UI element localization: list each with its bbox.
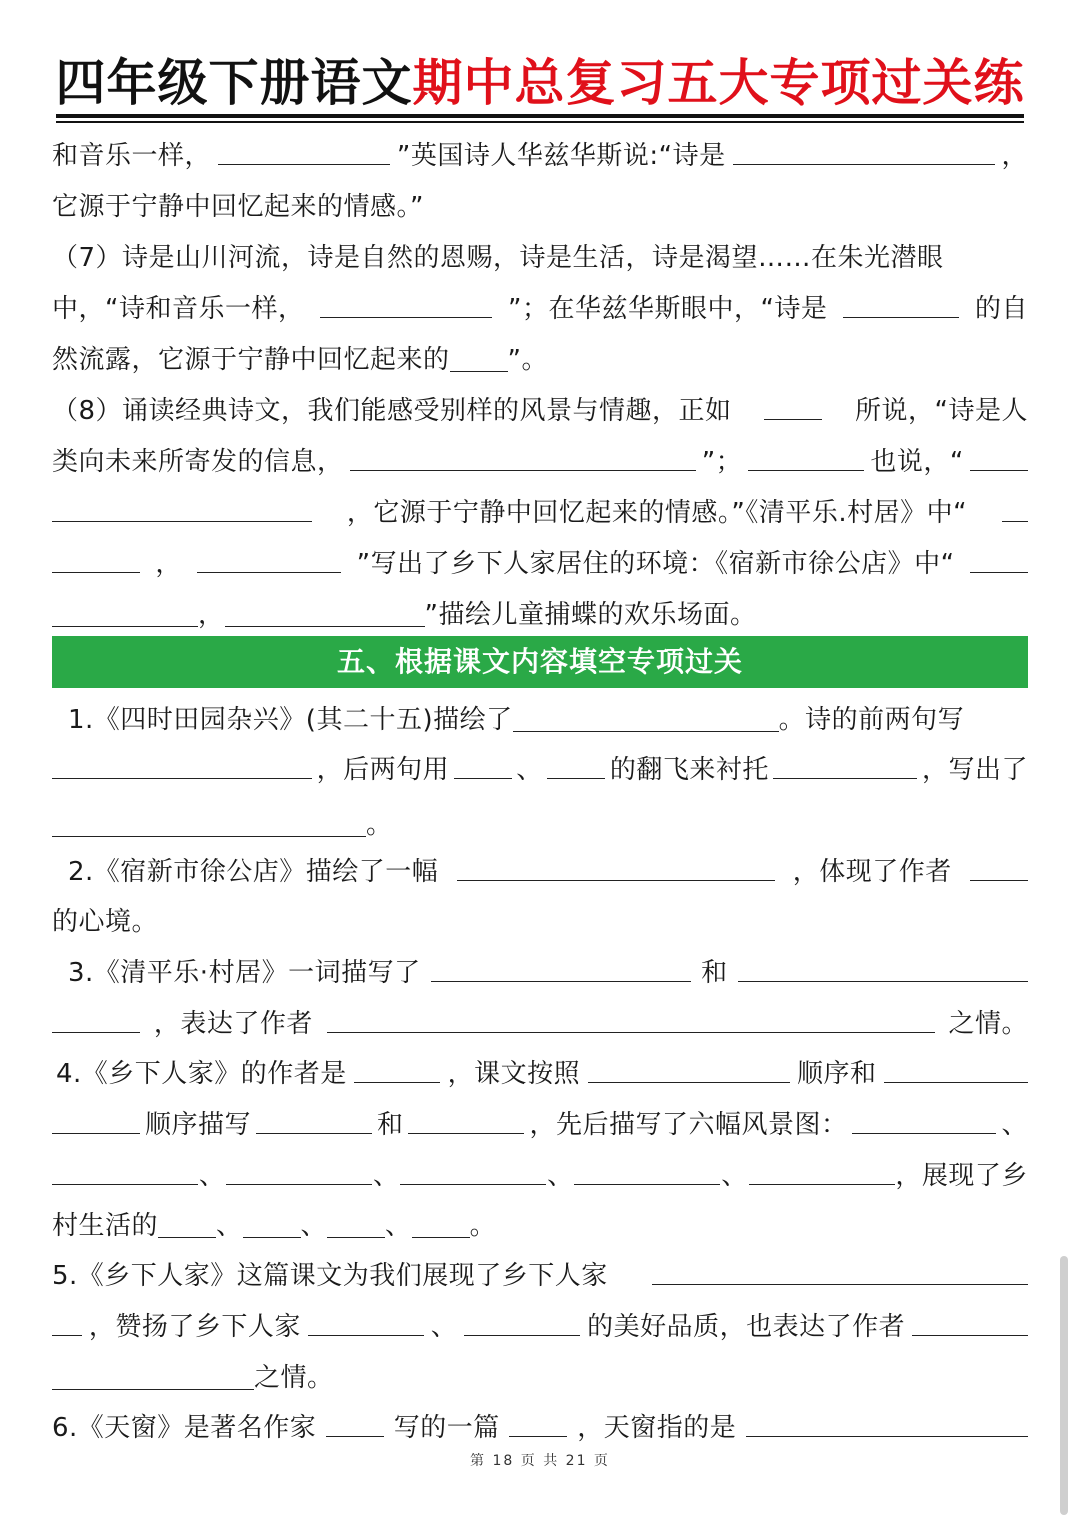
- text-line: 中，“诗和音乐一样， ”；在华兹华斯眼中，“诗是 的自: [52, 289, 1028, 329]
- blank[interactable]: [52, 750, 312, 779]
- blank[interactable]: [320, 289, 492, 318]
- text-line: 然流露，它源于宁静中回忆起来的 ”。: [52, 345, 548, 375]
- text-line: ，表达了作者 之情。: [52, 1004, 1028, 1044]
- blank[interactable]: [226, 1156, 372, 1185]
- blank[interactable]: [327, 1209, 385, 1238]
- title-rule-thick: [56, 114, 1024, 118]
- blank[interactable]: [464, 1307, 580, 1336]
- blank[interactable]: [652, 1256, 1028, 1285]
- question-1: 1.《四时田园杂兴》(其二十五)描绘了 。诗的前两句写: [68, 705, 965, 735]
- question-2: 2.《宿新市徐公店》描绘了一幅 ，体现了作者: [52, 852, 1028, 892]
- blank[interactable]: [884, 1054, 1028, 1083]
- blank[interactable]: [749, 1156, 895, 1185]
- section-banner: 五、根据课文内容填空专项过关: [52, 636, 1028, 688]
- blank[interactable]: [773, 750, 917, 779]
- blank[interactable]: [308, 1307, 424, 1336]
- blank[interactable]: [970, 852, 1028, 881]
- blank[interactable]: [450, 343, 508, 372]
- text-line: ， ”描绘儿童捕蝶的欢乐场面。: [52, 595, 1028, 635]
- blank[interactable]: [970, 544, 1028, 573]
- blank[interactable]: [52, 1361, 254, 1390]
- blank[interactable]: [852, 1105, 996, 1134]
- blank[interactable]: [748, 442, 864, 471]
- blank[interactable]: [52, 1105, 140, 1134]
- blank[interactable]: [326, 1408, 384, 1437]
- blank[interactable]: [412, 1209, 470, 1238]
- blank[interactable]: [513, 703, 779, 732]
- blank[interactable]: [547, 750, 605, 779]
- blank[interactable]: [158, 1209, 216, 1238]
- text-line: ， ”写出了乡下人家居住的环境：《宿新市徐公店》中“: [52, 544, 1028, 584]
- title-rule-thin: [56, 121, 1024, 123]
- title-part1: 四年级下册语文: [55, 54, 413, 112]
- text-line: 它源于宁静中回忆起来的情感。”: [52, 192, 424, 222]
- blank[interactable]: [52, 808, 366, 837]
- text-line: 、 、 、 、 ，展现了乡: [52, 1156, 1028, 1196]
- blank[interactable]: [764, 391, 822, 420]
- text-line: 之情。: [52, 1358, 1028, 1398]
- text-line: （8）诵读经典诗文，我们能感受别样的风景与情趣，正如 所说，“诗是人: [52, 391, 1028, 431]
- blank[interactable]: [970, 442, 1028, 471]
- text-line: 村生活的 、 、 、 。: [52, 1211, 497, 1241]
- scrollbar[interactable]: [1060, 1256, 1068, 1515]
- page-title: [0, 48, 1080, 118]
- question-5: 5.《乡下人家》这篇课文为我们展现了乡下人家: [52, 1256, 1028, 1296]
- blank[interactable]: [457, 852, 775, 881]
- question-6: 6.《天窗》是著名作家 写的一篇 ，天窗指的是: [52, 1408, 1028, 1448]
- blank[interactable]: [912, 1307, 1028, 1336]
- text-line: 顺序描写 和 ，先后描写了六幅风景图： 、: [52, 1105, 1028, 1145]
- blank[interactable]: [746, 1408, 1028, 1437]
- text-line: （7）诗是山川河流，诗是自然的恩赐，诗是生活，诗是渴望……在朱光潜眼: [52, 243, 944, 273]
- blank[interactable]: [1002, 493, 1028, 522]
- text-line: 。: [52, 805, 1028, 845]
- text-line: ，赞扬了乡下人家 、 的美好品质，也表达了作者: [52, 1307, 1028, 1347]
- blank[interactable]: [197, 544, 341, 573]
- text-line: 和音乐一样， ”英国诗人华兹华斯说:“诗是 ，: [52, 136, 1028, 176]
- blank[interactable]: [408, 1105, 524, 1134]
- blank[interactable]: [574, 1156, 720, 1185]
- blank[interactable]: [225, 598, 425, 627]
- page-footer: 第 18 页 共 21 页: [470, 1453, 610, 1469]
- blank[interactable]: [52, 493, 312, 522]
- blank[interactable]: [588, 1054, 790, 1083]
- blank[interactable]: [52, 598, 198, 627]
- blank[interactable]: [454, 750, 512, 779]
- question-3: 3.《清平乐·村居》一词描写了 和: [52, 953, 1028, 993]
- question-4: 4.《乡下人家》的作者是 ，课文按照 顺序和: [52, 1054, 1028, 1094]
- blank[interactable]: [256, 1105, 372, 1134]
- text-line: ，后两句用 、 的翻飞来衬托 ，写出了: [52, 750, 1028, 790]
- blank[interactable]: [52, 544, 140, 573]
- blank[interactable]: [509, 1408, 567, 1437]
- text-line: ，它源于宁静中回忆起来的情感。”《清平乐.村居》中“: [52, 493, 1028, 533]
- blank[interactable]: [400, 1156, 546, 1185]
- text-line: 类向未来所寄发的信息， ”； 也说，“: [52, 442, 1028, 482]
- blank[interactable]: [733, 136, 995, 165]
- blank[interactable]: [52, 1307, 82, 1336]
- blank[interactable]: [327, 1004, 935, 1033]
- blank[interactable]: [843, 289, 959, 318]
- blank[interactable]: [431, 953, 691, 982]
- blank[interactable]: [52, 1004, 140, 1033]
- text-line: 的心境。: [52, 907, 159, 937]
- title-part2: 期中总复习五大专项过关练: [412, 54, 1025, 112]
- blank[interactable]: [350, 442, 696, 471]
- blank[interactable]: [354, 1054, 440, 1083]
- blank[interactable]: [738, 953, 1028, 982]
- blank[interactable]: [218, 136, 390, 165]
- blank[interactable]: [52, 1156, 198, 1185]
- blank[interactable]: [243, 1209, 301, 1238]
